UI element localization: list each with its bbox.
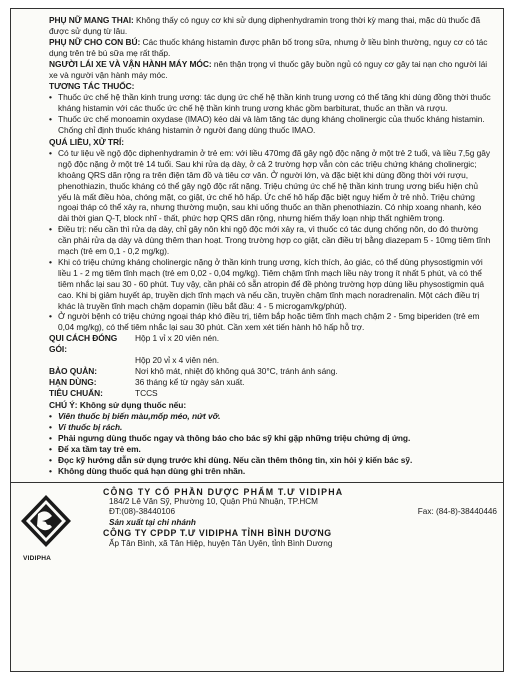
overdose-title: QUÁ LIỀU, XỬ TRÍ: bbox=[49, 136, 124, 147]
interaction-item: • Thuốc ức chế monoamin oxydase (IMAO) kéo dài và làm tăng tác dụng kháng cholinergic của thuốc kháng histamin. Chống chỉ định thuốc kháng histamin ở người đang dùng thuốc IMAO. bbox=[49, 114, 491, 136]
logo-wordmark: VIDIPHA bbox=[23, 554, 52, 562]
overdose-item: • Ở người bệnh có triệu chứng ngoại tháp khó điều trị, tiêm bắp hoặc tiêm tĩnh mạch chậm 2 - 5mg biperiden (trẻ em 0,04 mg/kg), có thể tiêm nhắc lại sau 30 phút. Cần xem xét tiến hành hô hấp hỗ trợ. bbox=[49, 311, 491, 333]
driving-label: NGƯỜI LÁI XE VÀ VẬN HÀNH MÁY MÓC: bbox=[49, 58, 212, 69]
breastfeeding-text: Các thuốc kháng histamin được phân bố trong sữa, nhưng ở liều bình thường, nguy cơ có tác dụng trên trẻ bú sữa mẹ rất thấp. bbox=[49, 36, 488, 58]
overdose-item: • Khi có triệu chứng kháng cholinergic nặng ở thần kinh trung ương, kích thích, ảo giác, có thể dùng physostigmin với liều 1 - 2 mg tiêm tĩnh mạch (trẻ em 0,02 - 0,04 mg/kg). Tiêm chậm tĩnh mạch liều này trong ít nhất 5 phút, và có thể tiêm nhắc lại sau 30 - 60 phút. Tuy vậy, cần phải có sẵn atropin để đề phòng trường hợp dùng liều physostigmin quá cao. Khi bị giảm huyết áp, truyền dịch tĩnh mạch và nếu cần, truyền chậm tĩnh mạch noradrenalin. Một cách điều trị khác là truyền tĩnh mạch chậm dopamin (liều bắt đầu: 4 - 5 microgam/kg/phút). bbox=[49, 257, 491, 312]
driving-paragraph bbox=[49, 59, 491, 81]
vidipha-logo-icon bbox=[19, 493, 73, 553]
company-footer bbox=[11, 487, 503, 573]
breastfeeding-label: PHỤ NỮ CHO CON BÚ: bbox=[49, 36, 141, 47]
overdose-item: • Điều trị: nếu cần thì rửa dạ dày, chỉ gây nôn khi ngộ độc mới xảy ra, vì thuốc có tác dụng chống nôn, do đó thường cần phải rửa dạ dày và dùng thêm than hoạt. Trong trường hợp co giật, cần điều trị bằng diazepam 5 - 10mg tiêm tĩnh mạch (trẻ em 0,1 - 0,2 mg/kg). bbox=[49, 224, 491, 257]
product-info-row bbox=[49, 377, 338, 388]
notes-item: • Vỉ thuốc bị rách. bbox=[49, 422, 491, 433]
notes-item: • Phải ngưng dùng thuốc ngay và thông báo cho bác sỹ khi gặp những triệu chứng dị ứng. bbox=[49, 433, 491, 444]
product-info-value: TCCS bbox=[135, 388, 158, 399]
interaction-item: • Thuốc ức chế hệ thần kinh trung ương: tác dụng ức chế hệ thần kinh trung ương có thể tăng khi dùng đồng thời thuốc kháng histamin với các thuốc ức chế hệ thần kinh trung ương khác gồm barbiturat, thuốc an thần và rượu. bbox=[49, 92, 491, 114]
company-address: 184/2 Lê Văn Sỹ, Phường 10, Quận Phú Nhuận, TP.HCM bbox=[109, 497, 318, 507]
product-info-value: Hộp 1 vỉ x 20 viên nén. bbox=[135, 333, 220, 344]
product-info-key: BẢO QUẢN: bbox=[49, 366, 97, 377]
notes-item: • Để xa tầm tay trẻ em. bbox=[49, 444, 491, 455]
overdose-item: • Có tư liệu về ngộ độc diphenhydramin ở trẻ em: với liều 470mg đã gây ngộ độc nặng ở một trẻ 2 tuổi, và liều 7,5g gây ngộ độc nặng ở một trẻ 14 tuổi. Sau khi rửa dạ dày, ở cả 2 trường hợp vẫn còn các triệu chứng kháng cholinergic; khoảng QRS dãn rộng ra trên điện tâm đồ và tiêu cơ vân. Ở người lớn, và đặc biệt khi dùng đồng thời với rượu, phenothiazin, thuốc kháng có thể gây ngộ độc rất nặng. Triệu chứng ức chế hệ thần kinh trung ương biểu hiện chủ yếu là mất điều hòa, chóng mặt, co giật, ức chế hô hấp. Ức chế hô hấp đặc biệt nguy hiểm ở trẻ nhỏ. Triệu chứng ngoại tháp có thể xảy ra, nhưng thường muộn, sau khi uống thuốc an thần phenothiazin. Có nhịp xoang nhanh, kéo dài thời gian Q-T, block nhĩ - thất, phức hợp QRS dãn rộng, nhưng hiếm thấy loạn nhịp thất nghiêm trọng. bbox=[49, 148, 491, 224]
footer-divider bbox=[11, 482, 503, 483]
breastfeeding-paragraph bbox=[49, 37, 491, 59]
product-info-value: Nơi khô mát, nhiệt độ không quá 30°C, tránh ánh sáng. bbox=[135, 366, 338, 377]
product-info-value: Hộp 20 vỉ x 4 viên nén. bbox=[135, 355, 220, 366]
contact-row bbox=[103, 507, 497, 517]
interactions-title: TƯƠNG TÁC THUỐC: bbox=[49, 81, 135, 92]
driving-text: nên thận trọng vì thuốc gây buồn ngủ có nguy cơ gây tai nạn cho người lái xe và người vận hành máy móc. bbox=[49, 58, 488, 80]
made-at-label: Sản xuất tại chi nhánh bbox=[109, 517, 196, 527]
notes-item: • Không dùng thuốc quá hạn dùng ghi trên nhãn. bbox=[49, 466, 491, 477]
leaflet-sheet bbox=[10, 8, 504, 672]
product-info-row bbox=[49, 355, 338, 366]
product-info-key: HẠN DÙNG: bbox=[49, 377, 97, 388]
product-info-row bbox=[49, 333, 338, 355]
notes-item: • Đọc kỹ hướng dẫn sử dụng trước khi dùng. Nếu cần thêm thông tin, xin hỏi ý kiến bác sỹ. bbox=[49, 455, 491, 466]
company-info bbox=[103, 487, 497, 549]
product-info-table bbox=[49, 333, 338, 399]
product-info-key: TIÊU CHUẨN: bbox=[49, 388, 103, 399]
notes-title: CHÚ Ý: Không sử dụng thuốc nếu: bbox=[49, 400, 187, 411]
company-fax: Fax: (84-8)-38440446 bbox=[417, 507, 497, 517]
company-name: CÔNG TY CỔ PHẦN DƯỢC PHẨM T.Ư VIDIPHA bbox=[103, 486, 344, 497]
product-info-key bbox=[49, 355, 135, 366]
product-info-row bbox=[49, 366, 338, 377]
company-phone: ĐT:(08)-38440106 bbox=[109, 507, 175, 517]
product-info-value: 36 tháng kể từ ngày sản xuất. bbox=[135, 377, 245, 388]
product-info-key: QUI CÁCH ĐÓNG GÓI: bbox=[49, 333, 118, 355]
notes-item: • Viên thuốc bị biến màu,mốp méo, nứt vỡ. bbox=[49, 411, 491, 422]
branch-address: Ấp Tân Bình, xã Tân Hiệp, huyện Tân Uyên, tỉnh Bình Dương bbox=[109, 538, 333, 548]
pregnancy-paragraph bbox=[49, 15, 491, 37]
product-info-row bbox=[49, 388, 338, 399]
vidipha-logo bbox=[19, 493, 73, 563]
branch-name: CÔNG TY CPDP T.Ư VIDIPHA TỈNH BÌNH DƯƠNG bbox=[103, 528, 332, 539]
pregnancy-label: PHỤ NỮ MANG THAI: bbox=[49, 15, 134, 25]
leaflet-content bbox=[11, 9, 503, 483]
pregnancy-text: Không thấy có nguy cơ khi sử dụng diphenhydramin trong thời kỳ mang thai, mặc dù thuốc đã được sử dụng từ lâu. bbox=[49, 15, 481, 36]
